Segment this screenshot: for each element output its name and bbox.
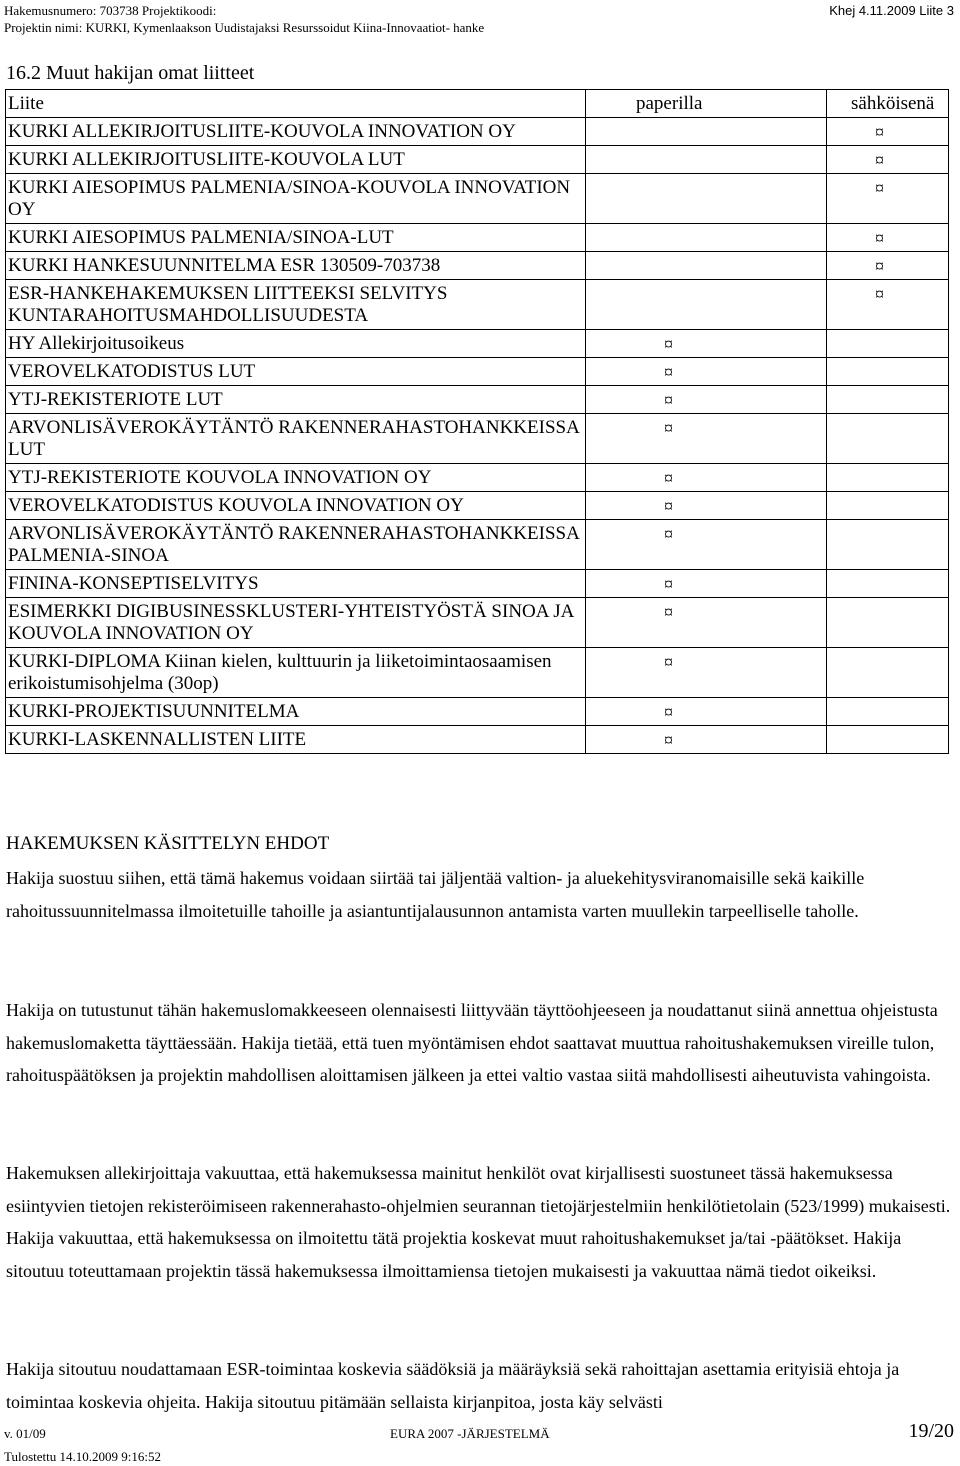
attachment-name-cell: VEROVELKATODISTUS LUT [6, 358, 586, 386]
paper-mark-cell: ¤ [586, 330, 827, 358]
page-number: 19/20 [908, 1420, 954, 1442]
attachment-name-cell: KURKI-LASKENNALLISTEN LIITE [6, 726, 586, 754]
table-row [6, 146, 949, 174]
table-row [6, 224, 949, 252]
footer-printed: Tulostettu 14.10.2009 9:16:52 [4, 1449, 161, 1464]
electronic-mark-cell: ¤ [827, 252, 949, 280]
attachment-name-cell: KURKI HANKESUUNNITELMA ESR 130509-703738 [6, 252, 586, 280]
paper-mark-cell: ¤ [586, 648, 827, 698]
paper-mark-cell: ¤ [586, 464, 827, 492]
table-row [6, 252, 949, 280]
attachment-name-cell: KURKI-DIPLOMA Kiinan kielen, kulttuurin ja liiketoimintaosaamisen erikoistumisohjelma (30op) [6, 648, 586, 698]
attachment-name-cell: KURKI ALLEKIRJOITUSLIITE-KOUVOLA LUT [6, 146, 586, 174]
column-header-paper: paperilla [586, 90, 827, 118]
attachment-name-cell: ESIMERKKI DIGIBUSINESSKLUSTERI-YHTEISTYÖSTÄ SINOA JA KOUVOLA INNOVATION OY [6, 598, 586, 648]
column-header-attachment: Liite [6, 90, 586, 118]
application-number: Hakemusnumero: 703738 Projektikoodi: [4, 3, 217, 18]
table-row [6, 520, 949, 570]
paper-mark-cell [586, 224, 827, 252]
table-row [6, 492, 949, 520]
attachments-table [5, 89, 949, 754]
electronic-mark-cell: ¤ [827, 118, 949, 146]
section-title: 16.2 Muut hakijan omat liitteet [6, 62, 255, 84]
table-row [6, 358, 949, 386]
electronic-mark-cell [827, 698, 949, 726]
paper-mark-cell: ¤ [586, 698, 827, 726]
electronic-mark-cell [827, 598, 949, 648]
table-row [6, 726, 949, 754]
paper-mark-cell: ¤ [586, 492, 827, 520]
table-row [6, 386, 949, 414]
paper-mark-cell: ¤ [586, 598, 827, 648]
paper-mark-cell: ¤ [586, 570, 827, 598]
table-row [6, 330, 949, 358]
attachment-name-cell: ARVONLISÄVEROKÄYTÄNTÖ RAKENNERAHASTOHANKKEISSA PALMENIA-SINOA [6, 520, 586, 570]
terms-paragraph: Hakija on tutustunut tähän hakemuslomakkeeseen olennaisesti liittyvään täyttöohjeeseen ja noudattanut siinä annettua ohjeistusta hakemuslomaketta täyttäessään. Hakija tietää, että tuen myöntämisen ehdot saattavat muuttua rahoitushakemuksen vireille tulon, rahoituspäätöksen ja projektin mahdollisen aloittamisen jälkeen ja ettei valtio vastaa siitä mahdollisesti aiheutuvista vahingoista. [6, 1000, 938, 1085]
attachment-name-cell: KURKI ALLEKIRJOITUSLIITE-KOUVOLA INNOVATION OY [6, 118, 586, 146]
paper-mark-cell: ¤ [586, 520, 827, 570]
paper-mark-cell [586, 174, 827, 224]
electronic-mark-cell [827, 330, 949, 358]
attachment-name-cell: KURKI AIESOPIMUS PALMENIA/SINOA-KOUVOLA INNOVATION OY [6, 174, 586, 224]
document-header [4, 2, 484, 36]
table-row [6, 174, 949, 224]
attachment-name-cell: FININA-KONSEPTISELVITYS [6, 570, 586, 598]
electronic-mark-cell [827, 386, 949, 414]
terms-paragraph: Hakija sitoutuu noudattamaan ESR-toimintaa koskevia säädöksiä ja määräyksiä sekä rahoittajan asettamia erityisiä ehtoja ja toimintaa koskevia ohjeita. Hakija sitoutuu pitämään sellaista kirjanpitoa, josta käy selvästi [6, 1359, 900, 1412]
paper-mark-cell [586, 252, 827, 280]
terms-paragraph: Hakemuksen allekirjoittaja vakuuttaa, että hakemuksessa mainitut henkilöt ovat kirjallisesti suostuneet tässä hakemuksessa esiintyvien tietojen rekisteröimiseen rakennerahasto-ohjelmien seurannan tietojärjestelmiin henkilötietolain (523/1999) mukaisesti. Hakija vakuuttaa, että hakemuksessa on ilmoitettu tätä projektia koskevat muut rahoitushakemukset ja/tai -päätökset. Hakija sitoutuu toteuttamaan projektin tässä hakemuksessa ilmoittamiensa tietojen mukaisesti ja vakuuttaa nämä tiedot oikeiksi. [6, 1163, 951, 1281]
electronic-mark-cell [827, 648, 949, 698]
attachment-name-cell: YTJ-REKISTERIOTE LUT [6, 386, 586, 414]
paper-mark-cell [586, 146, 827, 174]
project-name: Projektin nimi: KURKI, Kymenlaakson Uudistajaksi Resurssoidut Kiina-Innovaatiot- hanke [4, 20, 485, 35]
table-row [6, 648, 949, 698]
column-header-electronic: sähköisenä [827, 90, 949, 118]
electronic-mark-cell [827, 414, 949, 464]
footer-version: v. 01/09 [4, 1426, 46, 1441]
electronic-mark-cell: ¤ [827, 280, 949, 330]
attachment-name-cell: ARVONLISÄVEROKÄYTÄNTÖ RAKENNERAHASTOHANKKEISSA LUT [6, 414, 586, 464]
electronic-mark-cell [827, 358, 949, 386]
table-header-row [6, 90, 949, 118]
table-row [6, 598, 949, 648]
paper-mark-cell: ¤ [586, 358, 827, 386]
footer-system: EURA 2007 -JÄRJESTELMÄ [390, 1426, 550, 1441]
attachment-name-cell: KURKI-PROJEKTISUUNNITELMA [6, 698, 586, 726]
electronic-mark-cell [827, 464, 949, 492]
attachment-name-cell: YTJ-REKISTERIOTE KOUVOLA INNOVATION OY [6, 464, 586, 492]
electronic-mark-cell [827, 492, 949, 520]
table-row [6, 414, 949, 464]
table-row [6, 464, 949, 492]
attachment-name-cell: KURKI AIESOPIMUS PALMENIA/SINOA-LUT [6, 224, 586, 252]
table-row [6, 570, 949, 598]
paper-mark-cell: ¤ [586, 414, 827, 464]
table-row [6, 118, 949, 146]
paper-mark-cell [586, 280, 827, 330]
electronic-mark-cell: ¤ [827, 146, 949, 174]
electronic-mark-cell: ¤ [827, 224, 949, 252]
terms-paragraph: Hakija suostuu siihen, että tämä hakemus voidaan siirtää tai jäljentää valtion- ja aluekehitysviranomaisille sekä kaikille rahoitussuunnitelmassa ilmoitetuille tahoille ja asiantuntijalausunnon antamista varten muullekin tarpeelliselle taholle. [6, 868, 865, 921]
paper-mark-cell: ¤ [586, 726, 827, 754]
electronic-mark-cell: ¤ [827, 174, 949, 224]
paper-mark-cell: ¤ [586, 386, 827, 414]
attachment-name-cell: ESR-HANKEHAKEMUKSEN LIITTEEKSI SELVITYS KUNTARAHOITUSMAHDOLLISUUDESTA [6, 280, 586, 330]
attachment-name-cell: VEROVELKATODISTUS KOUVOLA INNOVATION OY [6, 492, 586, 520]
electronic-mark-cell [827, 520, 949, 570]
table-row [6, 698, 949, 726]
header-date: Khej 4.11.2009 Liite 3 [829, 3, 954, 18]
table-row [6, 280, 949, 330]
electronic-mark-cell [827, 726, 949, 754]
electronic-mark-cell [827, 570, 949, 598]
paper-mark-cell [586, 118, 827, 146]
attachment-name-cell: HY Allekirjoitusoikeus [6, 330, 586, 358]
processing-terms-title: HAKEMUKSEN KÄSITTELYN EHDOT [6, 833, 330, 854]
